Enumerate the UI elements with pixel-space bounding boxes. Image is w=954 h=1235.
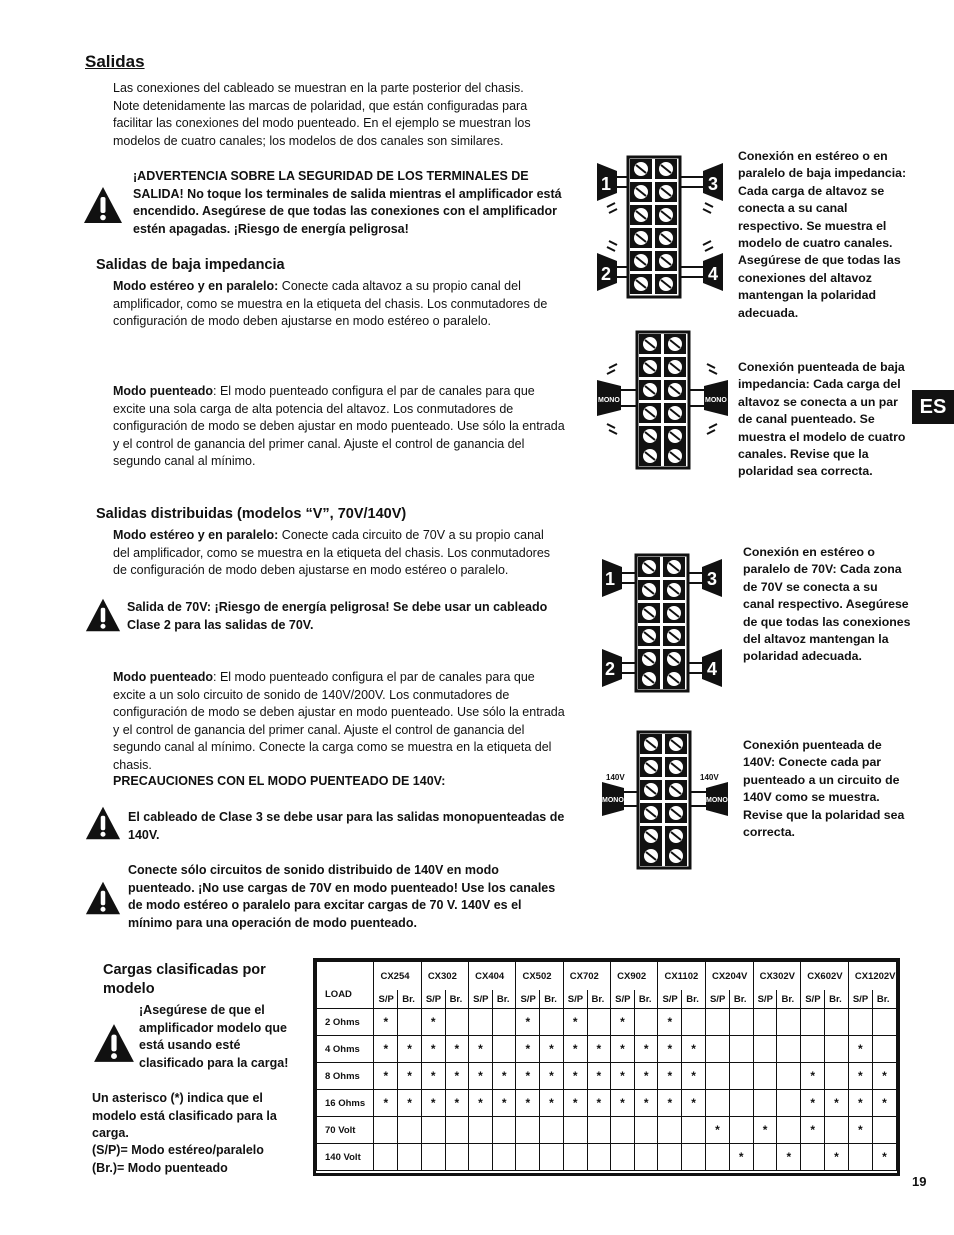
model-header-cx1202v: CX1202V [848,962,896,991]
model-header-cx254: CX254 [374,962,421,991]
rating-cell [634,1144,658,1171]
rating-cell: * [611,1036,635,1063]
rated-load-warning: ¡Asegúrese de que el amplificador modelo que está usando esté clasificado para la carga! [139,1003,289,1070]
rating-cell [777,1009,801,1036]
rating-cell [563,1144,587,1171]
rating-cell [445,1144,469,1171]
rating-cell: * [563,1009,587,1036]
rating-cell: * [658,1036,682,1063]
rating-cell [777,1090,801,1117]
rating-cell [492,1144,516,1171]
rating-cell: * [682,1036,706,1063]
row-label: 8 Ohms [317,1063,374,1090]
rating-cell [421,1144,445,1171]
rating-cell: * [587,1090,611,1117]
rating-cell: * [469,1036,493,1063]
dist-bridge-label: Modo puenteado [113,670,213,684]
rating-cell: * [634,1036,658,1063]
rating-cell [705,1009,729,1036]
mode-header-sp: S/P [801,990,825,1009]
warning-icon [92,1022,136,1064]
channel-2-label: 2 [605,659,616,679]
rating-cell: * [825,1090,849,1117]
diagram-140v-bridge [600,730,730,870]
warning-class3: El cableado de Clase 3 se debe usar para las salidas monopuenteadas de 140V. [128,810,565,842]
heading-rated-loads: Cargas clasificadas por modelo [103,962,266,997]
rating-cell [682,1117,706,1144]
channel-4-label: 4 [707,659,718,679]
diagram-bridged-low-impedance [595,330,730,470]
dist-stereo-text: Conecte cada circuito de 70V a su propio canal del amplificador, como se muestra en la etiqueta del chasis. Los conmutadores de configuración de modo deben ajustarse en modo estéreo o paralelo. [113,528,551,578]
rating-cell [729,1090,753,1117]
table-row [317,1036,897,1063]
load-rating-table [316,961,897,1171]
mode-header-sp: S/P [421,990,445,1009]
mode-header-sp: S/P [848,990,872,1009]
row-label: 140 Volt [317,1144,374,1171]
rating-cell [445,1009,469,1036]
mono-label-right: MONO [705,397,727,404]
rating-cell: * [469,1063,493,1090]
rating-cell: * [398,1036,422,1063]
rating-cell: * [421,1036,445,1063]
low-imp-bridge-label: Modo puenteado [113,384,213,398]
rating-cell: * [634,1090,658,1117]
row-label: 16 Ohms [317,1090,374,1117]
rating-cell: * [540,1063,564,1090]
dist-stereo-paragraph [113,527,553,580]
low-imp-stereo-text: Conecte cada altavoz a su propio canal del amplificador, como se muestra en la etiqueta del chasis. Los conmutadores de configuración de modo deben ajustarse en modo estéreo o paralelo. [113,279,548,329]
rating-cell: * [872,1090,896,1117]
rating-cell: * [777,1144,801,1171]
model-header-cx502: CX502 [516,962,563,991]
rating-cell: * [398,1090,422,1117]
rating-cell: * [705,1117,729,1144]
table-row [317,1009,897,1036]
rating-cell [729,1117,753,1144]
low-imp-bridge-text: : El modo puenteado configura el par de canales para que excite una sola carga de alta potencia del altavoz. Los conmutadores de configuración de modo se deben ajustar en modo puenteado. Use sólo la entrada y el control de ganancia del primer canal. Ajuste el control de ganancia del segundo canal al mínimo. [113,384,565,469]
channel-3-label: 3 [707,569,718,589]
rating-cell [398,1117,422,1144]
caption-low-imp-bridge: Conexión puenteada de baja impedancia: Cada carga del altavoz se conecta a un par de canal puenteado. Se muestra el modelo de cuatro canales. Revise que la polaridad sea correcta. [738,360,906,479]
rating-cell: * [658,1063,682,1090]
table-row [317,1117,897,1144]
table-row [317,1090,897,1117]
rating-cell: * [848,1090,872,1117]
rating-cell [540,1009,564,1036]
asterisk-note: Un asterisco (*) indica que el modelo está clasificado para la carga. [92,1091,277,1141]
mode-header-br: Br. [445,990,469,1009]
rating-cell [777,1036,801,1063]
rating-cell [492,1117,516,1144]
rating-cell: * [492,1063,516,1090]
rating-cell: * [682,1090,706,1117]
sp-note: (S/P)= Modo estéreo/paralelo [92,1143,264,1157]
rating-cell [753,1090,777,1117]
mode-header-sp: S/P [753,990,777,1009]
rating-cell [540,1117,564,1144]
caption-low-imp-stereo: Conexión en estéreo o en paralelo de baja impedancia: Cada carga de altavoz se conecta a su canal respectivo. Se muestra el modelo de cuatro canales. Asegúrese de que todas las conexiones del altavoz mantengan la polaridad adecuada. [738,149,907,320]
caption-140v-bridge: Conexión puenteada de 140V: Conecte cada par puenteado a un circuito de 140V como se muestra. Revise que la polaridad sea correcta. [743,738,905,840]
mode-header-br: Br. [492,990,516,1009]
rating-cell [801,1009,825,1036]
mode-header-br: Br. [777,990,801,1009]
precautions-heading: PRECAUCIONES CON EL MODO PUENTEADO DE 140V: [113,774,446,788]
model-header-cx204v: CX204V [705,962,753,991]
rating-cell: * [445,1063,469,1090]
rating-cell [492,1009,516,1036]
rating-cell [421,1117,445,1144]
rating-cell [469,1144,493,1171]
mono-label-left: MONO [598,397,620,404]
page-number: 19 [912,1174,927,1189]
rating-cell: * [801,1063,825,1090]
rating-cell [682,1144,706,1171]
rating-cell [753,1036,777,1063]
rating-cell: * [492,1090,516,1117]
rating-cell: * [374,1090,398,1117]
dist-bridge-text: : El modo puenteado configura el par de canales para que excite a un solo circuito de sonido de 140V/200V. Los conmutadores de configuración de modo se deben ajustar en modo puenteado. Use sólo la entrada y el control de ganancia del primer canal. Ajuste el control de ganancia del segundo canal al mínimo. Conecte la carga como se muestra en la etiqueta del chasis. [113,670,565,772]
model-header-cx702: CX702 [563,962,610,991]
rating-cell: * [421,1090,445,1117]
rating-cell [634,1009,658,1036]
rating-cell: * [872,1144,896,1171]
rating-cell [587,1117,611,1144]
rating-cell: * [729,1144,753,1171]
heading-distributed: Salidas distribuidas (modelos “V”, 70V/140V) [96,506,407,522]
br-note: (Br.)= Modo puenteado [92,1161,228,1175]
model-header-cx404: CX404 [469,962,516,991]
rating-cell [469,1009,493,1036]
mode-header-br: Br. [682,990,706,1009]
rating-cell: * [421,1063,445,1090]
mode-header-br: Br. [587,990,611,1009]
row-label: 2 Ohms [317,1009,374,1036]
140v-label-right: 140V [700,773,719,782]
rating-cell [729,1063,753,1090]
model-header-cx302: CX302 [421,962,468,991]
rating-cell: * [445,1090,469,1117]
rating-cell: * [540,1036,564,1063]
rating-cell [777,1117,801,1144]
model-header-cx1102: CX1102 [658,962,706,991]
mode-header-sp: S/P [516,990,540,1009]
rating-cell: * [753,1117,777,1144]
mode-header-sp: S/P [469,990,493,1009]
warning-70v: Salida de 70V: ¡Riesgo de energía peligrosa! Se debe usar un cableado Clase 2 para las salidas de 70V. [127,600,548,632]
rating-cell: * [611,1009,635,1036]
mono-label-left: MONO [602,797,624,804]
intro-paragraph: Las conexiones del cableado se muestran en la parte posterior del chasis. Note detenidamente las marcas de polaridad, que están configuradas para facilitar las conexiones del modo puenteado. En el ejemplo se muestran los modelos de cuatro canales; los modelos de dos canales son similares. [113,81,531,148]
mode-header-sp: S/P [374,990,398,1009]
rating-cell [398,1144,422,1171]
140v-label-left: 140V [606,773,625,782]
mode-header-br: Br. [540,990,564,1009]
rating-cell: * [587,1036,611,1063]
mode-header-br: Br. [872,990,896,1009]
rating-cell: * [398,1063,422,1090]
warning-icon [84,880,122,916]
language-tab: ES [912,390,954,424]
rating-cell: * [848,1063,872,1090]
rating-cell [445,1117,469,1144]
rating-cell [374,1144,398,1171]
warning-icon [84,805,122,841]
low-imp-bridge-paragraph [113,383,568,471]
rating-cell: * [801,1117,825,1144]
rating-cell: * [872,1063,896,1090]
rating-cell: * [611,1090,635,1117]
rating-cell [492,1036,516,1063]
rating-cell: * [634,1063,658,1090]
rating-cell: * [374,1063,398,1090]
mode-header-sp: S/P [658,990,682,1009]
rating-cell [801,1144,825,1171]
rating-cell [848,1009,872,1036]
rating-cell: * [469,1090,493,1117]
mode-header-br: Br. [398,990,422,1009]
mono-label-right: MONO [706,797,728,804]
rating-cell [540,1144,564,1171]
warning-icon [84,597,122,633]
rating-cell [469,1117,493,1144]
rating-cell [753,1009,777,1036]
rating-cell: * [825,1144,849,1171]
row-label: 4 Ohms [317,1036,374,1063]
rating-cell [872,1009,896,1036]
channel-4-label: 4 [708,264,719,284]
rating-cell: * [516,1009,540,1036]
rating-cell [658,1144,682,1171]
channel-3-label: 3 [708,174,719,194]
rating-cell [398,1009,422,1036]
table-row [317,1063,897,1090]
diagram-stereo-low-impedance [595,155,725,300]
rating-cell [563,1117,587,1144]
rating-cell: * [421,1009,445,1036]
rating-cell: * [374,1009,398,1036]
row-label: 70 Volt [317,1117,374,1144]
rating-cell: * [801,1090,825,1117]
rating-cell [825,1117,849,1144]
low-imp-stereo-paragraph [113,278,568,331]
rating-cell [729,1009,753,1036]
rating-cell: * [516,1090,540,1117]
table-row [317,1144,897,1171]
rating-cell [872,1036,896,1063]
rating-cell [634,1117,658,1144]
rating-cell: * [682,1063,706,1090]
channel-1-label: 1 [601,174,612,194]
mode-header-br: Br. [825,990,849,1009]
caption-70v-stereo: Conexión en estéreo o paralelo de 70V: Cada zona de 70V se conecta a su canal respectivo. Asegúrese de que todas las conexiones del altavoz mantengan la polaridad adecuada. [743,545,911,664]
rating-cell [516,1117,540,1144]
rating-cell [611,1144,635,1171]
rating-cell: * [587,1063,611,1090]
rating-cell [587,1009,611,1036]
rating-cell: * [563,1063,587,1090]
rating-cell [705,1063,729,1090]
mode-header-br: Br. [634,990,658,1009]
rating-cell: * [445,1036,469,1063]
rating-cell [825,1063,849,1090]
rating-cell: * [658,1090,682,1117]
rating-cell [872,1117,896,1144]
rating-cell [374,1117,398,1144]
rating-cell: * [658,1009,682,1036]
rating-cell: * [516,1036,540,1063]
rating-cell [753,1144,777,1171]
dist-stereo-label: Modo estéreo y en paralelo: [113,528,279,542]
rating-cell [611,1117,635,1144]
heading-low-impedance: Salidas de baja impedancia [96,257,285,273]
model-header-cx602v: CX602V [801,962,849,991]
rating-cell: * [611,1063,635,1090]
rating-cell [848,1144,872,1171]
rating-cell: * [563,1090,587,1117]
rating-cell [682,1009,706,1036]
channel-1-label: 1 [605,569,616,589]
mode-header-br: Br. [729,990,753,1009]
rating-cell [705,1036,729,1063]
rating-cell: * [563,1036,587,1063]
warning-140v: Conecte sólo circuitos de sonido distribuido de 140V en modo puenteado. ¡No use cargas de 70V en modo puenteado! Use los canales de modo estéreo o paralelo para excitar cargas de 70 V. 140V es el mínimo para una operación de modo puenteado. [128,863,556,930]
model-header-cx302v: CX302V [753,962,801,991]
rating-cell [825,1036,849,1063]
rating-cell [658,1117,682,1144]
rating-cell [777,1063,801,1090]
rating-cell: * [374,1036,398,1063]
rating-cell: * [516,1063,540,1090]
rating-cell [705,1090,729,1117]
channel-2-label: 2 [601,264,612,284]
rating-cell [729,1036,753,1063]
mode-header-sp: S/P [563,990,587,1009]
rating-cell [587,1144,611,1171]
load-rating-table-frame [313,958,900,1176]
section-title-salidas: Salidas [85,52,145,71]
warning-icon [82,185,124,225]
mode-header-sp: S/P [705,990,729,1009]
model-header-cx902: CX902 [611,962,658,991]
dist-bridge-paragraph [113,669,568,775]
rating-cell [825,1009,849,1036]
rating-cell [801,1036,825,1063]
output-terminal-warning: ¡ADVERTENCIA SOBRE LA SEGURIDAD DE LOS TERMINALES DE SALIDA! No toque los terminales de salida mientras el amplificador está encendido. Asegúrese de que todas las conexiones con el amplificador estén apagadas. ¡Riesgo de energía peligrosa! [133,169,562,236]
low-imp-stereo-label: Modo estéreo y en paralelo: [113,279,279,293]
load-header: LOAD [317,962,374,1009]
rating-cell [753,1063,777,1090]
diagram-70v-stereo [600,553,730,693]
rating-cell: * [540,1090,564,1117]
rating-cell: * [848,1036,872,1063]
rating-cell: * [848,1117,872,1144]
rating-cell [516,1144,540,1171]
rating-cell [705,1144,729,1171]
mode-header-sp: S/P [611,990,635,1009]
